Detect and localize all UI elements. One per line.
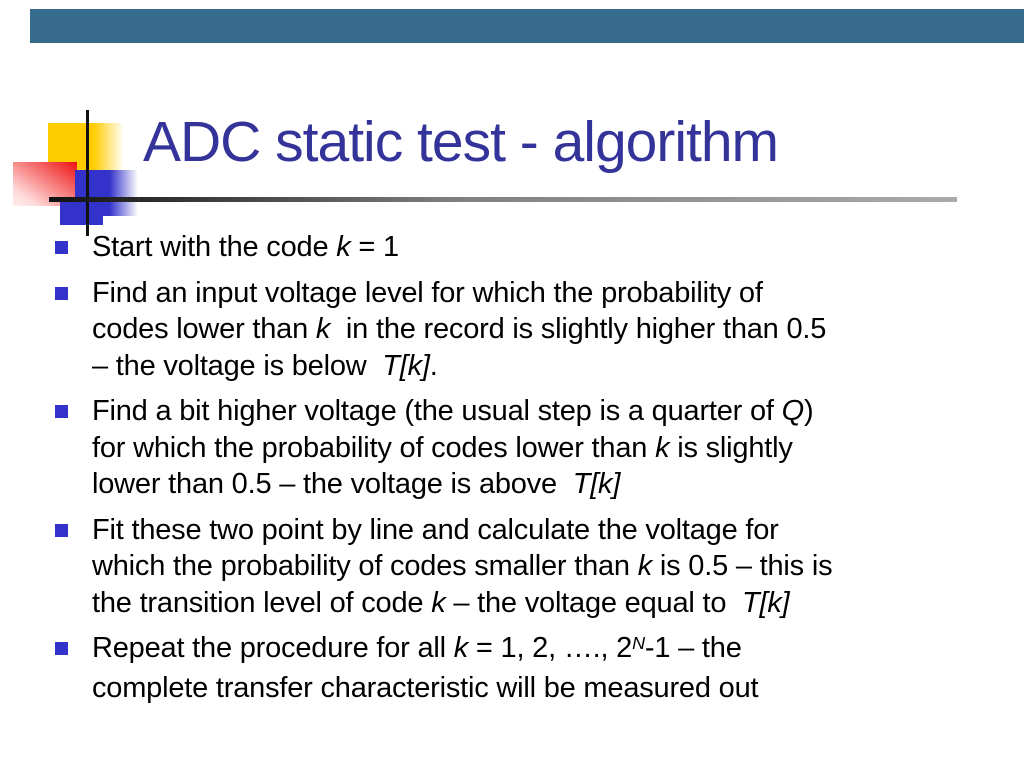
bullet-text-line: the transition level of code k – the voltage equal to T[k]: [92, 586, 790, 619]
bullet-text-line: codes lower than k in the record is slightly higher than 0.5: [92, 313, 827, 345]
list-item: [55, 630, 1020, 706]
list-item: [55, 512, 1020, 622]
bullet-square-icon: [55, 524, 68, 537]
bullet-text-line: which the probability of codes smaller than k is 0.5 – this is: [92, 550, 833, 582]
bullet-list: [55, 229, 1020, 715]
bullet-text-line: – the voltage is below T[k].: [92, 349, 438, 382]
bullet-square-icon: [55, 241, 68, 254]
list-item: [55, 393, 1020, 503]
bullet-square-icon: [55, 642, 68, 655]
bullet-text: [92, 393, 813, 503]
title-underline-rule: [49, 197, 957, 202]
bullet-text: [92, 512, 832, 622]
blue-square-lower-decoration: [60, 202, 103, 225]
bullet-text-line: lower than 0.5 – the voltage is above T[k]: [92, 468, 621, 500]
bullet-square-icon: [55, 405, 68, 418]
list-item: [55, 229, 1020, 266]
bullet-text: [92, 229, 399, 266]
bullet-text: [92, 275, 826, 385]
bullet-text-line: Start with the code k = 1: [92, 231, 399, 263]
vertical-line-decoration: [86, 110, 89, 236]
bullet-square-icon: [55, 287, 68, 300]
slide-title: ADC static test - algorithm: [143, 110, 779, 174]
bullet-text-line: Find an input voltage level for which the probability of: [92, 276, 763, 309]
bullet-text-line: complete transfer characteristic will be measured out: [92, 671, 759, 704]
list-item: [55, 275, 1020, 385]
bullet-text-line: Fit these two point by line and calculate the voltage for: [92, 513, 779, 546]
bullet-text-line: Find a bit higher voltage (the usual step is a quarter of Q): [92, 395, 814, 427]
bullet-text-line: for which the probability of codes lower than k is slightly: [92, 431, 793, 464]
bullet-text: [92, 630, 758, 706]
top-bar-decoration: [30, 9, 1024, 43]
bullet-text-line: Repeat the procedure for all k = 1, 2, …., $2^N-1$ – the: [92, 632, 742, 664]
